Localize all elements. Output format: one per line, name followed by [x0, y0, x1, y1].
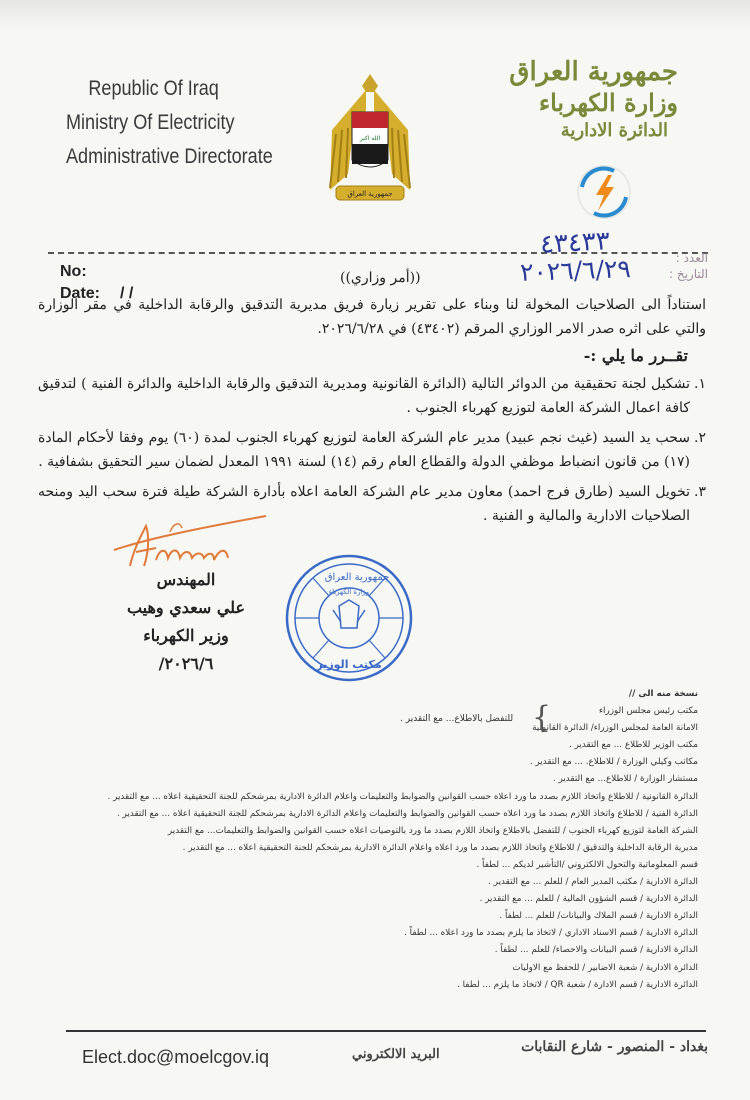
cc-row: مديرية الرقابة الداخلية والتدقيق / للاطلاع واتخاذ اللازم بصدد ما ورد اعلاه واعلام الدائرة الادارية بمرشحكم للجنة التحقيقية اعلاه ... مع التقدير . [182, 842, 698, 853]
cc-row: مستشار الوزارة / للاطلاع... مع التقدير . [552, 774, 698, 785]
footer-address: بغداد - المنصور - شارع النقابات [521, 1039, 708, 1055]
cc-row: الدائرة الادارية / شعبة الاضابير / للحفظ مع الاوليات [512, 962, 698, 973]
cc-row: مكتب رئيس مجلس الوزراء [598, 706, 698, 717]
english-letterhead [66, 72, 273, 174]
date-label: Date: [60, 285, 101, 302]
carbon-copy-list [8, 686, 698, 994]
emblem-motto: الله اكبر [359, 135, 381, 142]
intro-paragraph: استناداً الى الصلاحيات المخولة لنا وبناء على تقرير زيارة فريق مديرية التدقيق والرقابة الداخلية في مقر الوزارة والتي على اثره صدر الامر الوزاري المرقم (٤٣٤٠٢) في ٢٠٢٦/٦/٢٨. [38, 297, 706, 337]
decision-item [38, 426, 706, 474]
stamp-top-text: جمهورية العراق [324, 572, 390, 583]
cc-row: الدائرة الادارية / قسم الملاك والبيانات/ للعلم ... لطفاً . [499, 911, 698, 922]
cc-row: الشركة العامة لتوزيع كهرباء الجنوب / للتفضل بالاطلاع واتخاذ اللازم بصدد ما ورد بالتوصيات اعلاه حسب القوانين والضوابط والتعليمات... مع التقدير [167, 825, 698, 836]
stamp-bottom-text: مكتب الوزير [316, 658, 382, 671]
decision-item [38, 372, 706, 420]
date-placeholder: / / [120, 285, 134, 302]
footer-divider [66, 1030, 706, 1032]
item-text: سحب يد السيد (غيث نجم عبيد) مدير عام الشركة العامة لتوزيع كهرباء الجنوب لمدة (٦٠) يوم وفقا لأحكام المادة (١٧) من قانون انضباط موظفي الدولة والقطاع العام رقم (١٤) لسنة ١٩٩١ المعدل لضمان سير التحقيق بشفافية . [38, 430, 690, 470]
item-number: ٢. [694, 430, 706, 446]
handwritten-number: ٤٣٤٣٣ [539, 226, 611, 260]
signature-date: ٢٠٢٦/٦/ [158, 654, 214, 673]
cc-row: الدائرة الادارية / قسم الادارة / شعبة QR / لاتخاذ ما يلزم ... لطفا . [457, 979, 698, 990]
letterhead-country: Republic Of Iraq [88, 77, 219, 100]
reference-fields-ar [669, 250, 708, 282]
item-number: ٣. [694, 484, 706, 500]
ministry-lightning-logo-icon [574, 163, 634, 221]
cc-row: الدائرة القانونية / للاطلاع واتخاذ اللازم بصدد ما ورد اعلاه حسب القوانين والضوابط والتعليمات واعلام الدائرة الادارية بمرشحكم للجنة التحقيقية اعلاه ... مع التقدير . [107, 791, 698, 802]
handwritten-date: ٢٠٢٦/٦/٢٩ [519, 254, 632, 287]
letterhead-directorate: Administrative Directorate [66, 145, 273, 168]
item-number: ١. [694, 376, 706, 392]
letterhead-country-ar: جمهورية العراق [509, 57, 678, 87]
emblem-scroll: جمهورية العراق [347, 190, 393, 198]
iraq-eagle-emblem-icon [322, 70, 418, 210]
footer-email-label: البريد الالكتروني [352, 1047, 440, 1062]
brace-icon: { [532, 700, 552, 735]
signer-title: المهندس [156, 570, 216, 589]
cc-row: الدائرة الادارية / مكتب المدير العام / للعلم ... مع التقدير . [488, 877, 698, 888]
cc-header: نسخة منه الى // [628, 689, 698, 699]
decision-heading: تقــرر ما يلي :- [583, 346, 688, 365]
signer-position: وزير الكهرباء [143, 626, 229, 645]
cc-row: الدائرة الادارية / قسم البيانات والاحصاء/ للعلم ... لطفاً . [494, 945, 698, 956]
signature-block [120, 566, 252, 678]
date-label-ar: التاريخ : [668, 267, 708, 281]
footer-email[interactable]: Elect.doc@moelcgov.iq [82, 1047, 270, 1067]
order-title: ((أمر وزاري)) [340, 270, 421, 286]
number-label: No: [60, 263, 87, 280]
cc-row: الدائرة الادارية / قسم الشؤون المالية / للعلم ... مع التقدير . [479, 894, 698, 905]
cc-row: الدائرة الفنية / للاطلاع واتخاذ اللازم بصدد ما ورد اعلاه حسب القوانين والضوابط والتعليمات واعلام الدائرة الادارية بمرشحكم للجنة التحقيقية اعلاه ... مع التقدير . [116, 808, 698, 819]
letterhead-ministry: Ministry Of Electricity [66, 111, 235, 134]
cc-row: الدائرة الادارية / قسم الاسناد الاداري / لاتخاذ ما يلزم بصدد ما ورد اعلاه ... لطفاً . [404, 928, 698, 939]
cc-brace-note: للتفضل بالاطلاع... مع التقدير . [400, 714, 514, 724]
cc-row: الامانة العامة لمجلس الوزراء/ الدائرة القانونية [532, 723, 698, 734]
number-label-ar: العدد : [675, 251, 708, 265]
item-text: تخويل السيد (طارق فرج احمد) معاون مدير عام الشركة العامة اعلاه بأدارة الشركة طيلة فترة سحب اليد ومنحه الصلاحيات الادارية والمالية و الفنية . [38, 484, 690, 524]
item-text: تشكيل لجنة تحقيقية من الدوائر التالية (الدائرة القانونية ومديرية التدقيق والرقابة الداخلية والدائرة الفنية ) لتدقيق كافة اعمال الشركة العامة لتوزيع كهرباء الجنوب . [38, 376, 690, 416]
letterhead-ministry-ar: وزارة الكهرباء [538, 88, 678, 117]
cc-row: قسم المعلوماتية والتحول الالكتروني /التأشير لديكم ... لطفاً . [476, 859, 698, 870]
signer-name: علي سعدي وهيب [126, 598, 246, 617]
cc-row: مكاتب وكيلي الوزارة / للاطلاع. ... مع التقدير . [529, 757, 698, 768]
ministry-office-stamp-icon [283, 552, 415, 684]
letterhead-directorate-ar: الدائرة الادارية [560, 120, 668, 141]
arabic-letterhead [458, 56, 678, 144]
stamp-sub-text: وزارة الكهرباء [328, 588, 370, 596]
cc-row: مكتب الوزير للاطلاع ... مع التقدير . [568, 740, 698, 751]
